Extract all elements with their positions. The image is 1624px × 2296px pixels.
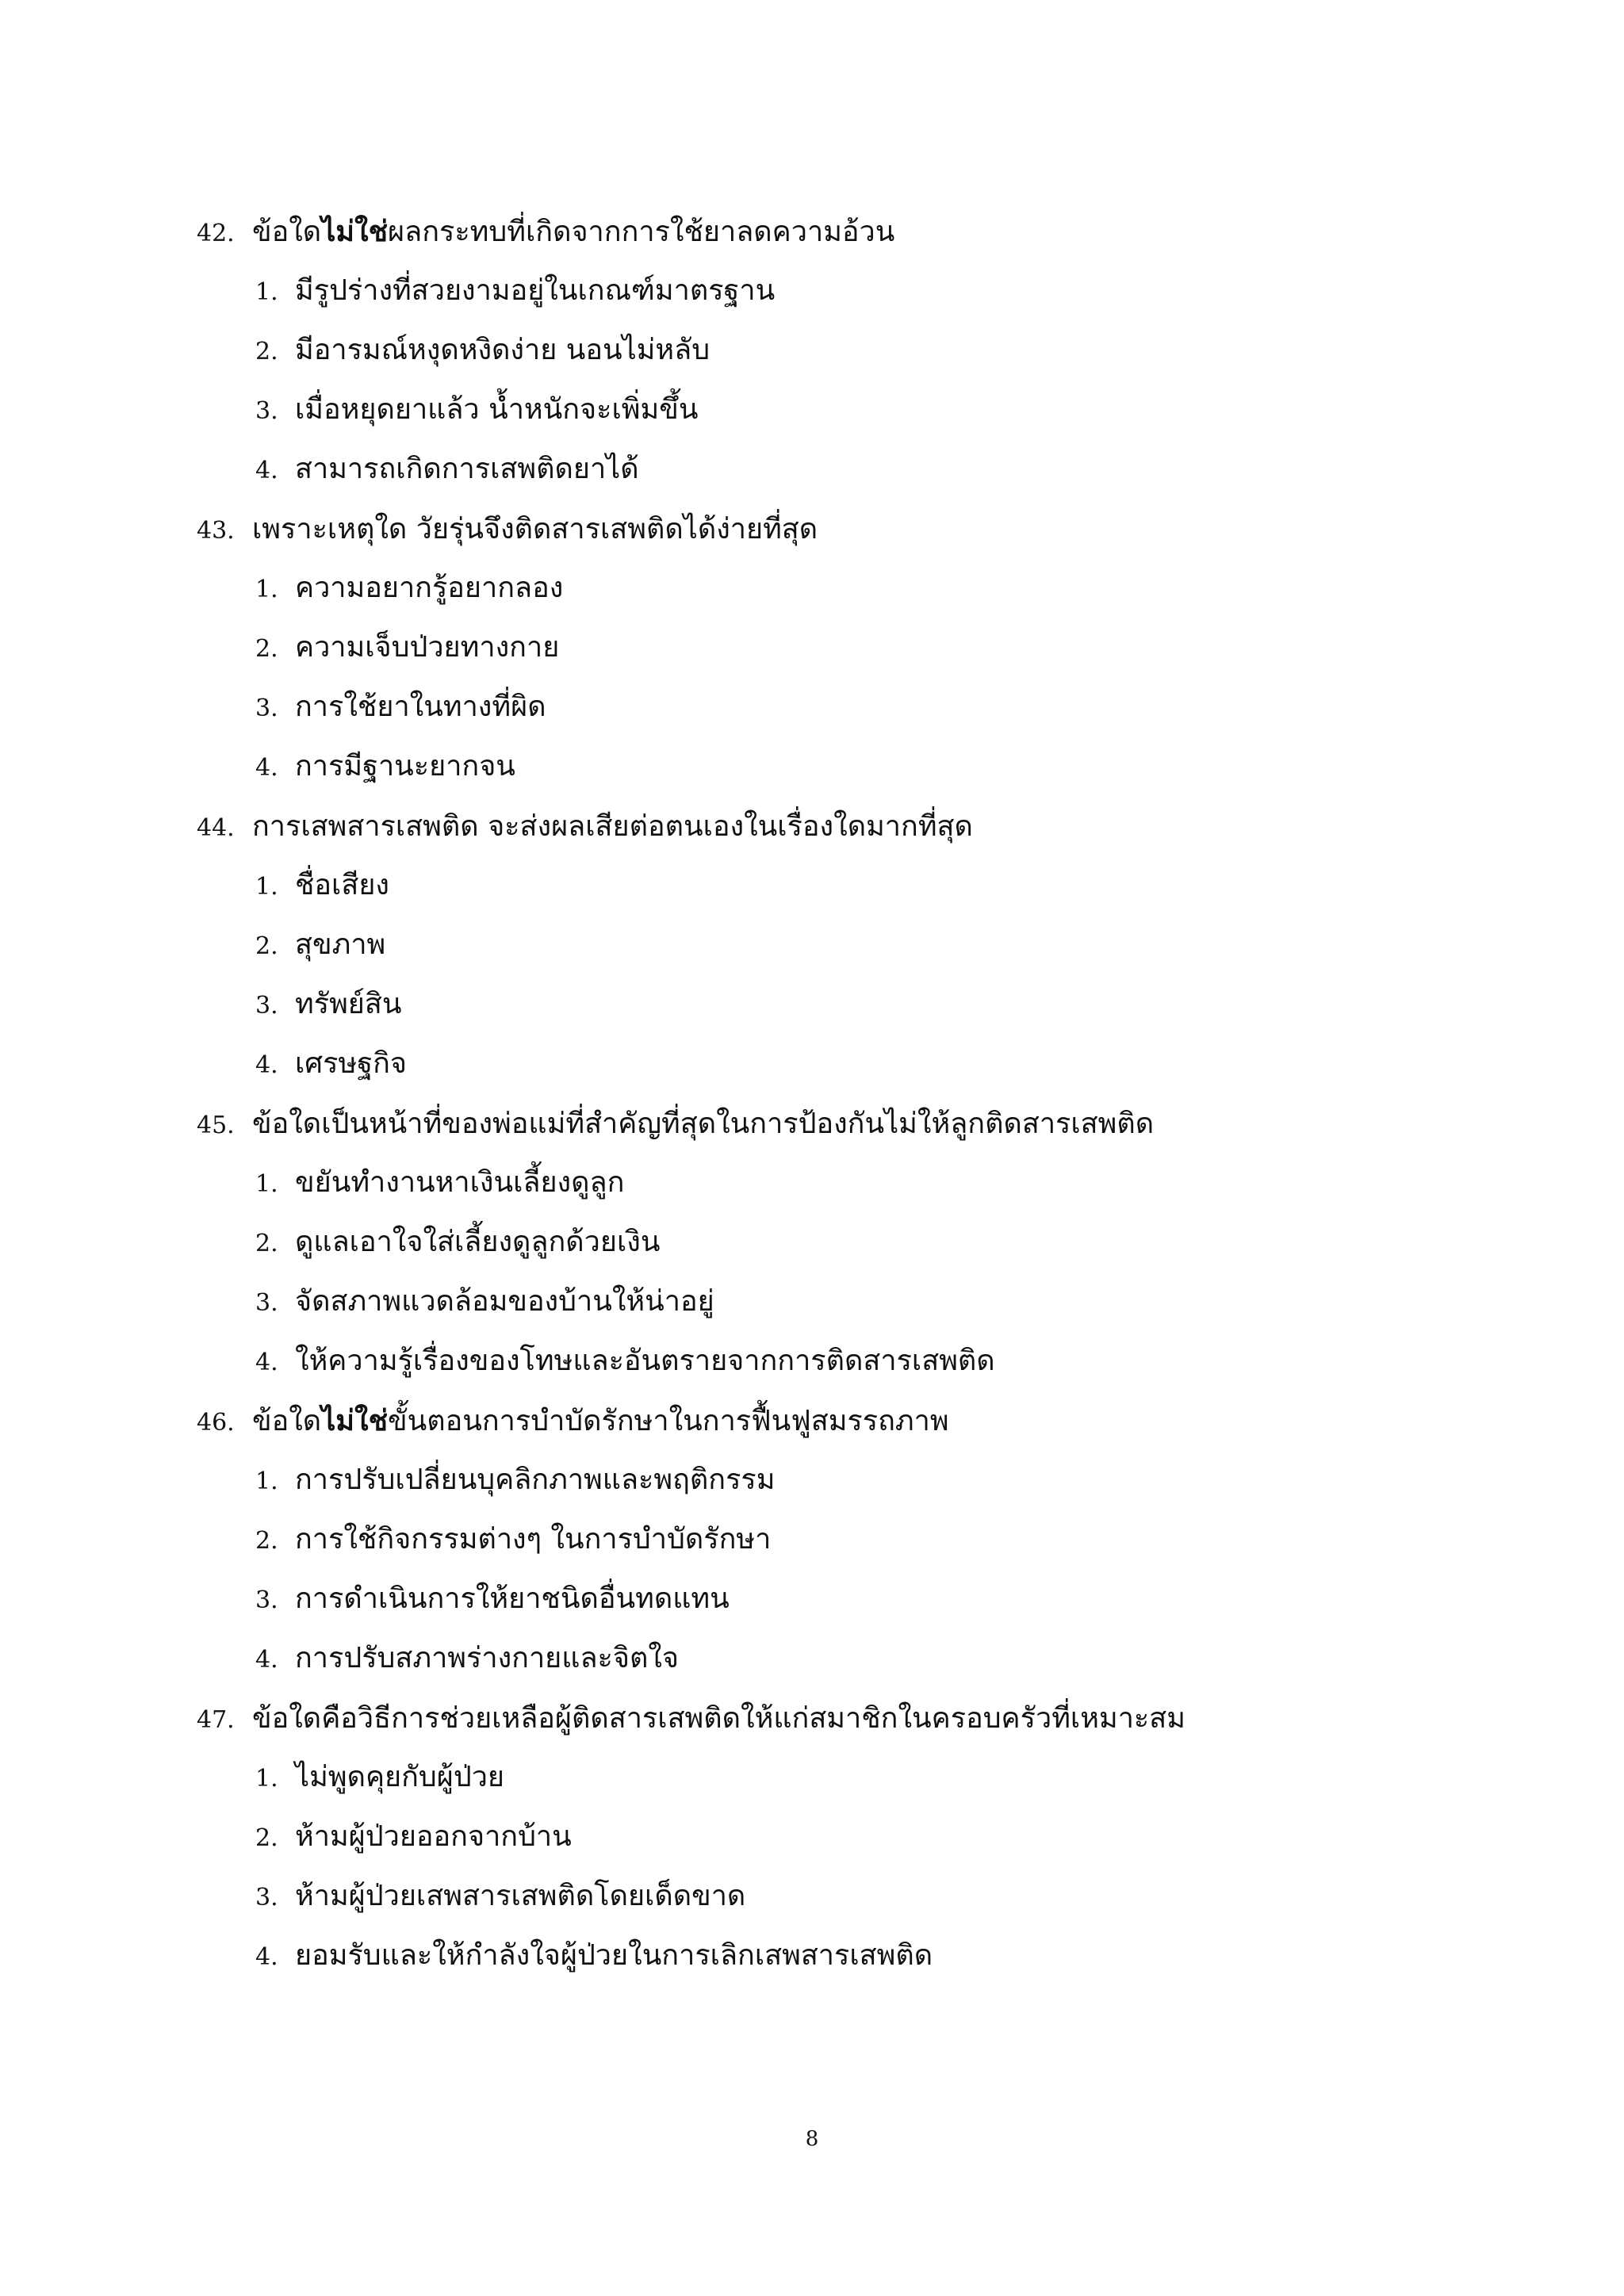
option-text: การมีฐานะยากจน	[295, 750, 515, 783]
option-44-3	[255, 981, 401, 1028]
question-number: 42.	[197, 220, 235, 247]
option-number: 3.	[255, 1586, 278, 1614]
option-number: 2.	[255, 1230, 278, 1257]
option-42-4	[255, 446, 639, 493]
option-number: 4.	[255, 1051, 278, 1079]
option-43-3	[255, 683, 546, 731]
option-46-3	[255, 1575, 730, 1623]
option-number: 2.	[255, 1527, 278, 1555]
option-text: มีอารมณ์หงุดหงิดง่าย นอนไม่หลับ	[295, 334, 710, 366]
option-text: ห้ามผู้ป่วยออกจากบ้าน	[295, 1820, 572, 1853]
question-number: 44.	[197, 814, 235, 842]
option-text: สามารถเกิดการเสพติดยาได้	[295, 453, 639, 485]
option-number: 4.	[255, 1943, 278, 1971]
option-number: 4.	[255, 754, 278, 782]
option-45-3	[255, 1278, 714, 1326]
option-number: 4.	[255, 1349, 278, 1376]
option-text: ชื่อเสียง	[295, 869, 390, 901]
option-43-4	[255, 743, 515, 790]
option-text: เศรษฐกิจ	[295, 1047, 407, 1080]
option-44-4	[255, 1040, 407, 1088]
option-number: 3.	[255, 695, 278, 722]
question-text-suffix: ผลกระทบที่เกิดจากการใช้ยาลดความอ้วน	[388, 216, 895, 248]
option-43-2	[255, 624, 559, 672]
question-text-prefix: ข้อใด	[252, 216, 322, 248]
option-text: ห้ามผู้ป่วยเสพสารเสพติดโดยเด็ดขาด	[295, 1880, 746, 1912]
option-47-3	[255, 1873, 745, 1920]
option-44-1	[255, 862, 389, 909]
option-number: 2.	[255, 338, 278, 365]
question-number: 46.	[197, 1409, 235, 1437]
option-text: ความอยากรู้อยากลอง	[295, 572, 564, 604]
option-number: 3.	[255, 397, 278, 425]
option-number: 2.	[255, 932, 278, 960]
option-number: 1.	[255, 1765, 278, 1793]
question-text-emphasis: ไม่ใช่	[321, 215, 389, 248]
option-text: การใช้กิจกรรมต่างๆ ในการบำบัดรักษา	[295, 1523, 772, 1556]
option-number: 1.	[255, 1468, 278, 1495]
option-number: 1.	[255, 1170, 278, 1198]
option-46-2	[255, 1516, 771, 1563]
question-47	[197, 1694, 1185, 1742]
option-46-4	[255, 1635, 679, 1682]
option-text: การปรับสภาพร่างกายและจิตใจ	[295, 1642, 680, 1674]
option-text: สุขภาพ	[295, 928, 386, 961]
option-47-2	[255, 1813, 572, 1861]
question-text-prefix: ข้อใด	[252, 1405, 322, 1437]
option-46-1	[255, 1456, 775, 1504]
option-42-3	[255, 386, 698, 434]
option-number: 4.	[255, 457, 278, 484]
question-text-prefix: ข้อใดคือวิธีการช่วยเหลือผู้ติดสารเสพติดให้แก่สมาชิกในครอบครัวที่เหมาะสม	[252, 1702, 1185, 1735]
option-text: การดำเนินการให้ยาชนิดอื่นทดแทน	[295, 1582, 730, 1615]
option-number: 2.	[255, 1824, 278, 1852]
option-number: 3.	[255, 1884, 278, 1911]
question-text-prefix: การเสพสารเสพติด จะส่งผลเสียต่อตนเองในเรื่องใดมากที่สุด	[252, 810, 973, 843]
option-number: 1.	[255, 873, 278, 901]
option-number: 4.	[255, 1646, 278, 1674]
option-45-4	[255, 1337, 995, 1385]
option-text: ดูแลเอาใจใส่เลี้ยงดูลูกด้วยเงิน	[295, 1226, 661, 1258]
question-number: 43.	[197, 517, 235, 545]
question-number: 45.	[197, 1112, 235, 1139]
option-45-2	[255, 1219, 660, 1266]
question-45	[197, 1100, 1154, 1147]
option-42-2	[255, 327, 710, 374]
option-number: 3.	[255, 992, 278, 1020]
question-text-emphasis: ไม่ใช่	[321, 1404, 389, 1437]
option-text: ให้ความรู้เรื่องของโทษและอันตรายจากการติดสารเสพติด	[295, 1345, 995, 1377]
option-text: ยอมรับและให้กำลังใจผู้ป่วยในการเลิกเสพสารเสพติด	[295, 1939, 933, 1972]
option-44-2	[255, 921, 385, 969]
option-text: เมื่อหยุดยาแล้ว น้ำหนักจะเพิ่มขึ้น	[295, 393, 699, 426]
option-45-1	[255, 1159, 624, 1207]
question-text-prefix: ข้อใดเป็นหน้าที่ของพ่อแม่ที่สำคัญที่สุดในการป้องกันไม่ให้ลูกติดสารเสพติด	[252, 1108, 1155, 1140]
option-text: ความเจ็บป่วยทางกาย	[295, 631, 560, 664]
question-42	[197, 208, 894, 255]
option-number: 3.	[255, 1289, 278, 1317]
option-number: 2.	[255, 635, 278, 663]
option-number: 1.	[255, 278, 278, 306]
option-47-1	[255, 1754, 504, 1801]
option-42-1	[255, 267, 775, 315]
page-number: 8	[805, 2127, 819, 2151]
question-43	[197, 505, 818, 553]
question-46	[197, 1397, 949, 1445]
option-text: ทรัพย์สิน	[295, 988, 402, 1020]
option-text: ไม่พูดคุยกับผู้ป่วย	[295, 1761, 505, 1793]
question-text-suffix: ขั้นตอนการบำบัดรักษาในการฟื้นฟูสมรรถภาพ	[388, 1405, 949, 1437]
question-44	[197, 802, 973, 850]
option-text: มีรูปร่างที่สวยงามอยู่ในเกณฑ์มาตรฐาน	[295, 274, 776, 307]
option-text: จัดสภาพแวดล้อมของบ้านให้น่าอยู่	[295, 1285, 714, 1318]
option-text: การใช้ยาในทางที่ผิด	[295, 691, 546, 723]
question-number: 47.	[197, 1706, 235, 1734]
option-number: 1.	[255, 576, 278, 603]
option-47-4	[255, 1932, 933, 1980]
option-text: ขยันทำงานหาเงินเลี้ยงดูลูก	[295, 1166, 625, 1199]
option-43-1	[255, 564, 563, 612]
question-text-prefix: เพราะเหตุใด วัยรุ่นจึงติดสารเสพติดได้ง่ายที่สุด	[252, 513, 818, 545]
option-text: การปรับเปลี่ยนบุคลิกภาพและพฤติกรรม	[295, 1464, 776, 1496]
